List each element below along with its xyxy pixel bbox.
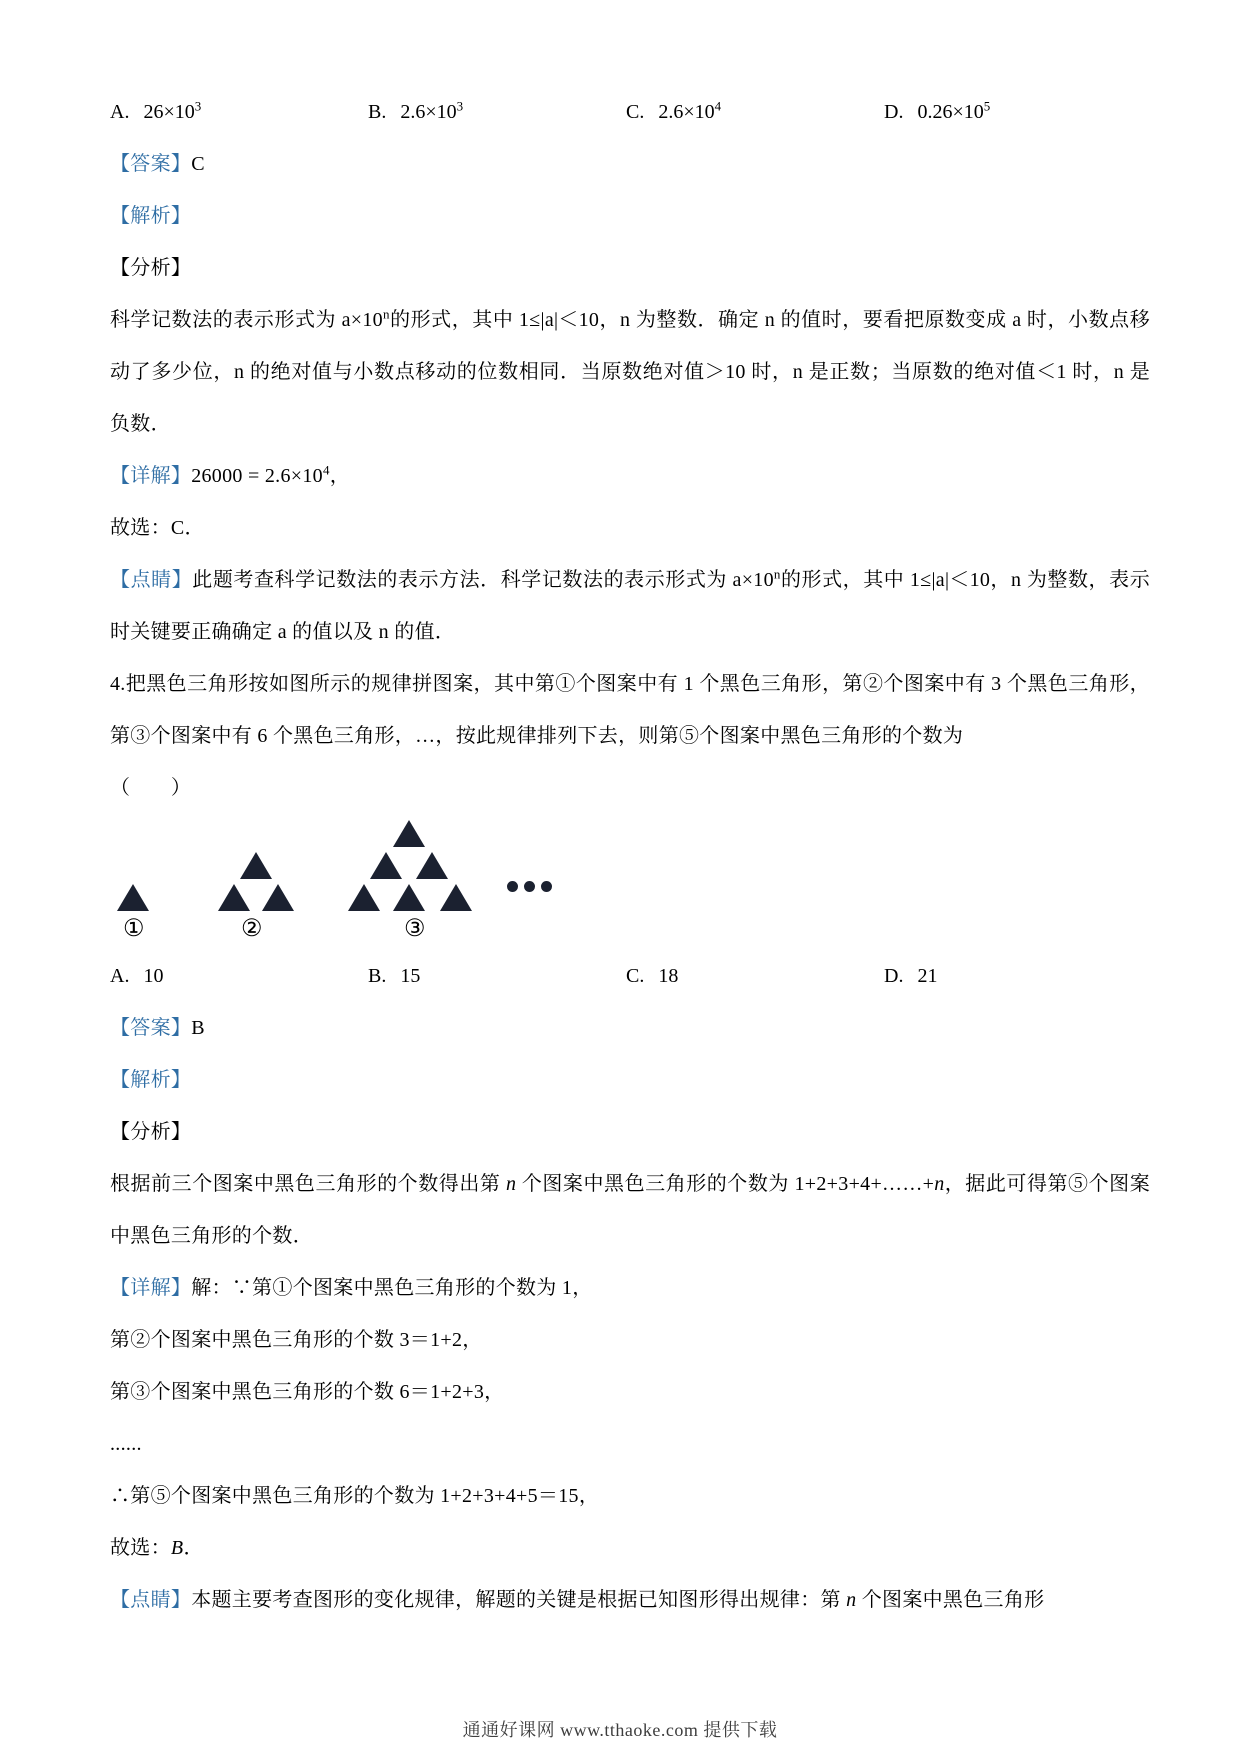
jiexi-label: 【解析】 — [110, 1069, 192, 1091]
dot-icon — [541, 881, 552, 892]
detail-label: 【详解】 — [110, 1277, 192, 1299]
black-triangle — [416, 852, 448, 879]
fenxi-label: 【分析】 — [110, 257, 192, 279]
q3-dianjing-paragraph: 【点睛】此题考查科学记数法的表示方法．科学记数法的表示形式为 $a\times 10^n$的形式，其中 1≤|a|＜10，n 为整数，表示时关键要正确确定 a 的值以及 n 的值． — [110, 566, 1150, 643]
q3-analysis-paragraph: 科学记数法的表示形式为 $a\times 10^n$的形式，其中 1≤|a|＜10，n 为整数．确定 n 的值时，要看把原数变成 a 时，小数点移动了多少位，n 的绝对值与小数点移动的位数相同．当原数绝对值＞10 时，n 是正数；当原数的绝对值＜1 时，n 是负数． — [110, 306, 1150, 435]
q4-options-row — [110, 950, 1150, 1002]
q4-jiexi-line — [110, 1054, 1150, 1106]
q4-detail-line-2: 第②个图案中黑色三角形的个数 3＝1+2， — [110, 1329, 483, 1351]
q3-option-a: A. $26\times 10^3$ — [110, 98, 202, 123]
figure-label-2: ② — [241, 916, 263, 942]
q4-option-a: A. 10 — [110, 965, 164, 987]
black-triangle — [393, 820, 425, 847]
dot-icon — [507, 881, 518, 892]
answer-label: 【答案】 — [110, 1017, 192, 1039]
q4-option-d: D. 21 — [884, 965, 938, 987]
black-triangle — [240, 852, 272, 879]
figure-label-3: ③ — [404, 916, 426, 942]
dot-icon — [524, 881, 535, 892]
q3-answer-value: C — [191, 153, 205, 175]
q4-fenxi-line — [110, 1106, 1150, 1158]
pattern-figure — [110, 814, 1150, 950]
q3-option-b: B. $2.6\times 10^3$ — [368, 98, 464, 123]
ellipsis-dots-icon — [507, 874, 558, 897]
black-triangle — [117, 884, 149, 911]
page-footer: 通通好课网 www.tthaoke.com 提供下载 — [462, 1720, 778, 1740]
q4-analysis-paragraph: 根据前三个图案中黑色三角形的个数得出第 n 个图案中黑色三角形的个数为 1+2+3+4+……+n，据此可得第⑤个图案中黑色三角形的个数． — [110, 1173, 1150, 1247]
black-triangle — [370, 852, 402, 879]
q4-detail-line-3: 第③个图案中黑色三角形的个数 6＝1+2+3， — [110, 1381, 505, 1403]
q4-option-c: C. 18 — [626, 965, 679, 987]
dianjing-label: 【点睛】 — [110, 569, 193, 591]
fenxi-label: 【分析】 — [110, 1121, 192, 1143]
black-triangle — [440, 884, 472, 911]
black-triangle — [262, 884, 294, 911]
q4-detail-line-1: 【详解】解：∵第①个图案中黑色三角形的个数为 1， — [110, 1277, 593, 1299]
q3-answer-line — [110, 138, 1150, 190]
q4-guxuan-line: 故选：B． — [110, 1537, 204, 1559]
q4-conclusion-line: ∴第⑤个图案中黑色三角形的个数为 1+2+3+4+5＝15， — [110, 1485, 600, 1507]
q3-option-d: D. $0.26\times 10^5$ — [884, 98, 991, 123]
dianjing-label: 【点睛】 — [110, 1589, 192, 1611]
q4-answer-value: B — [191, 1017, 205, 1039]
jiexi-label: 【解析】 — [110, 205, 192, 227]
answer-label: 【答案】 — [110, 153, 192, 175]
q3-detail-line: 【详解】$26000 = 2.6\times 10^4$， — [110, 462, 351, 487]
black-triangle — [348, 884, 380, 911]
figure-label-1: ① — [123, 916, 145, 942]
q4-paren-line: （ ） — [110, 777, 192, 799]
q4-ellipsis-line: ...... — [110, 1433, 142, 1455]
q4-option-b: B. 15 — [368, 965, 421, 987]
q3-guxuan-line: 故选：C． — [110, 517, 205, 539]
detail-label: 【详解】 — [110, 465, 192, 487]
q4-question-paragraph: 4.把黑色三角形按如图所示的规律拼图案，其中第①个图案中有 1 个黑色三角形，第②个图案中有 3 个黑色三角形，第③个图案中有 6 个黑色三角形，…，按此规律排列下去，则第⑤个图案中黑色三角形的个数为 — [110, 673, 1150, 747]
q3-option-c: C. $2.6\times 10^4$ — [626, 98, 722, 123]
q3-options-row — [110, 86, 1150, 138]
q4-answer-line — [110, 1002, 1150, 1054]
black-triangle — [218, 884, 250, 911]
q4-dianjing-paragraph: 【点睛】本题主要考查图形的变化规律，解题的关键是根据已知图形得出规律：第 n 个图案中黑色三角形 — [110, 1589, 1045, 1611]
q3-jiexi-line — [110, 190, 1150, 242]
black-triangle — [393, 884, 425, 911]
q3-fenxi-line — [110, 242, 1150, 294]
